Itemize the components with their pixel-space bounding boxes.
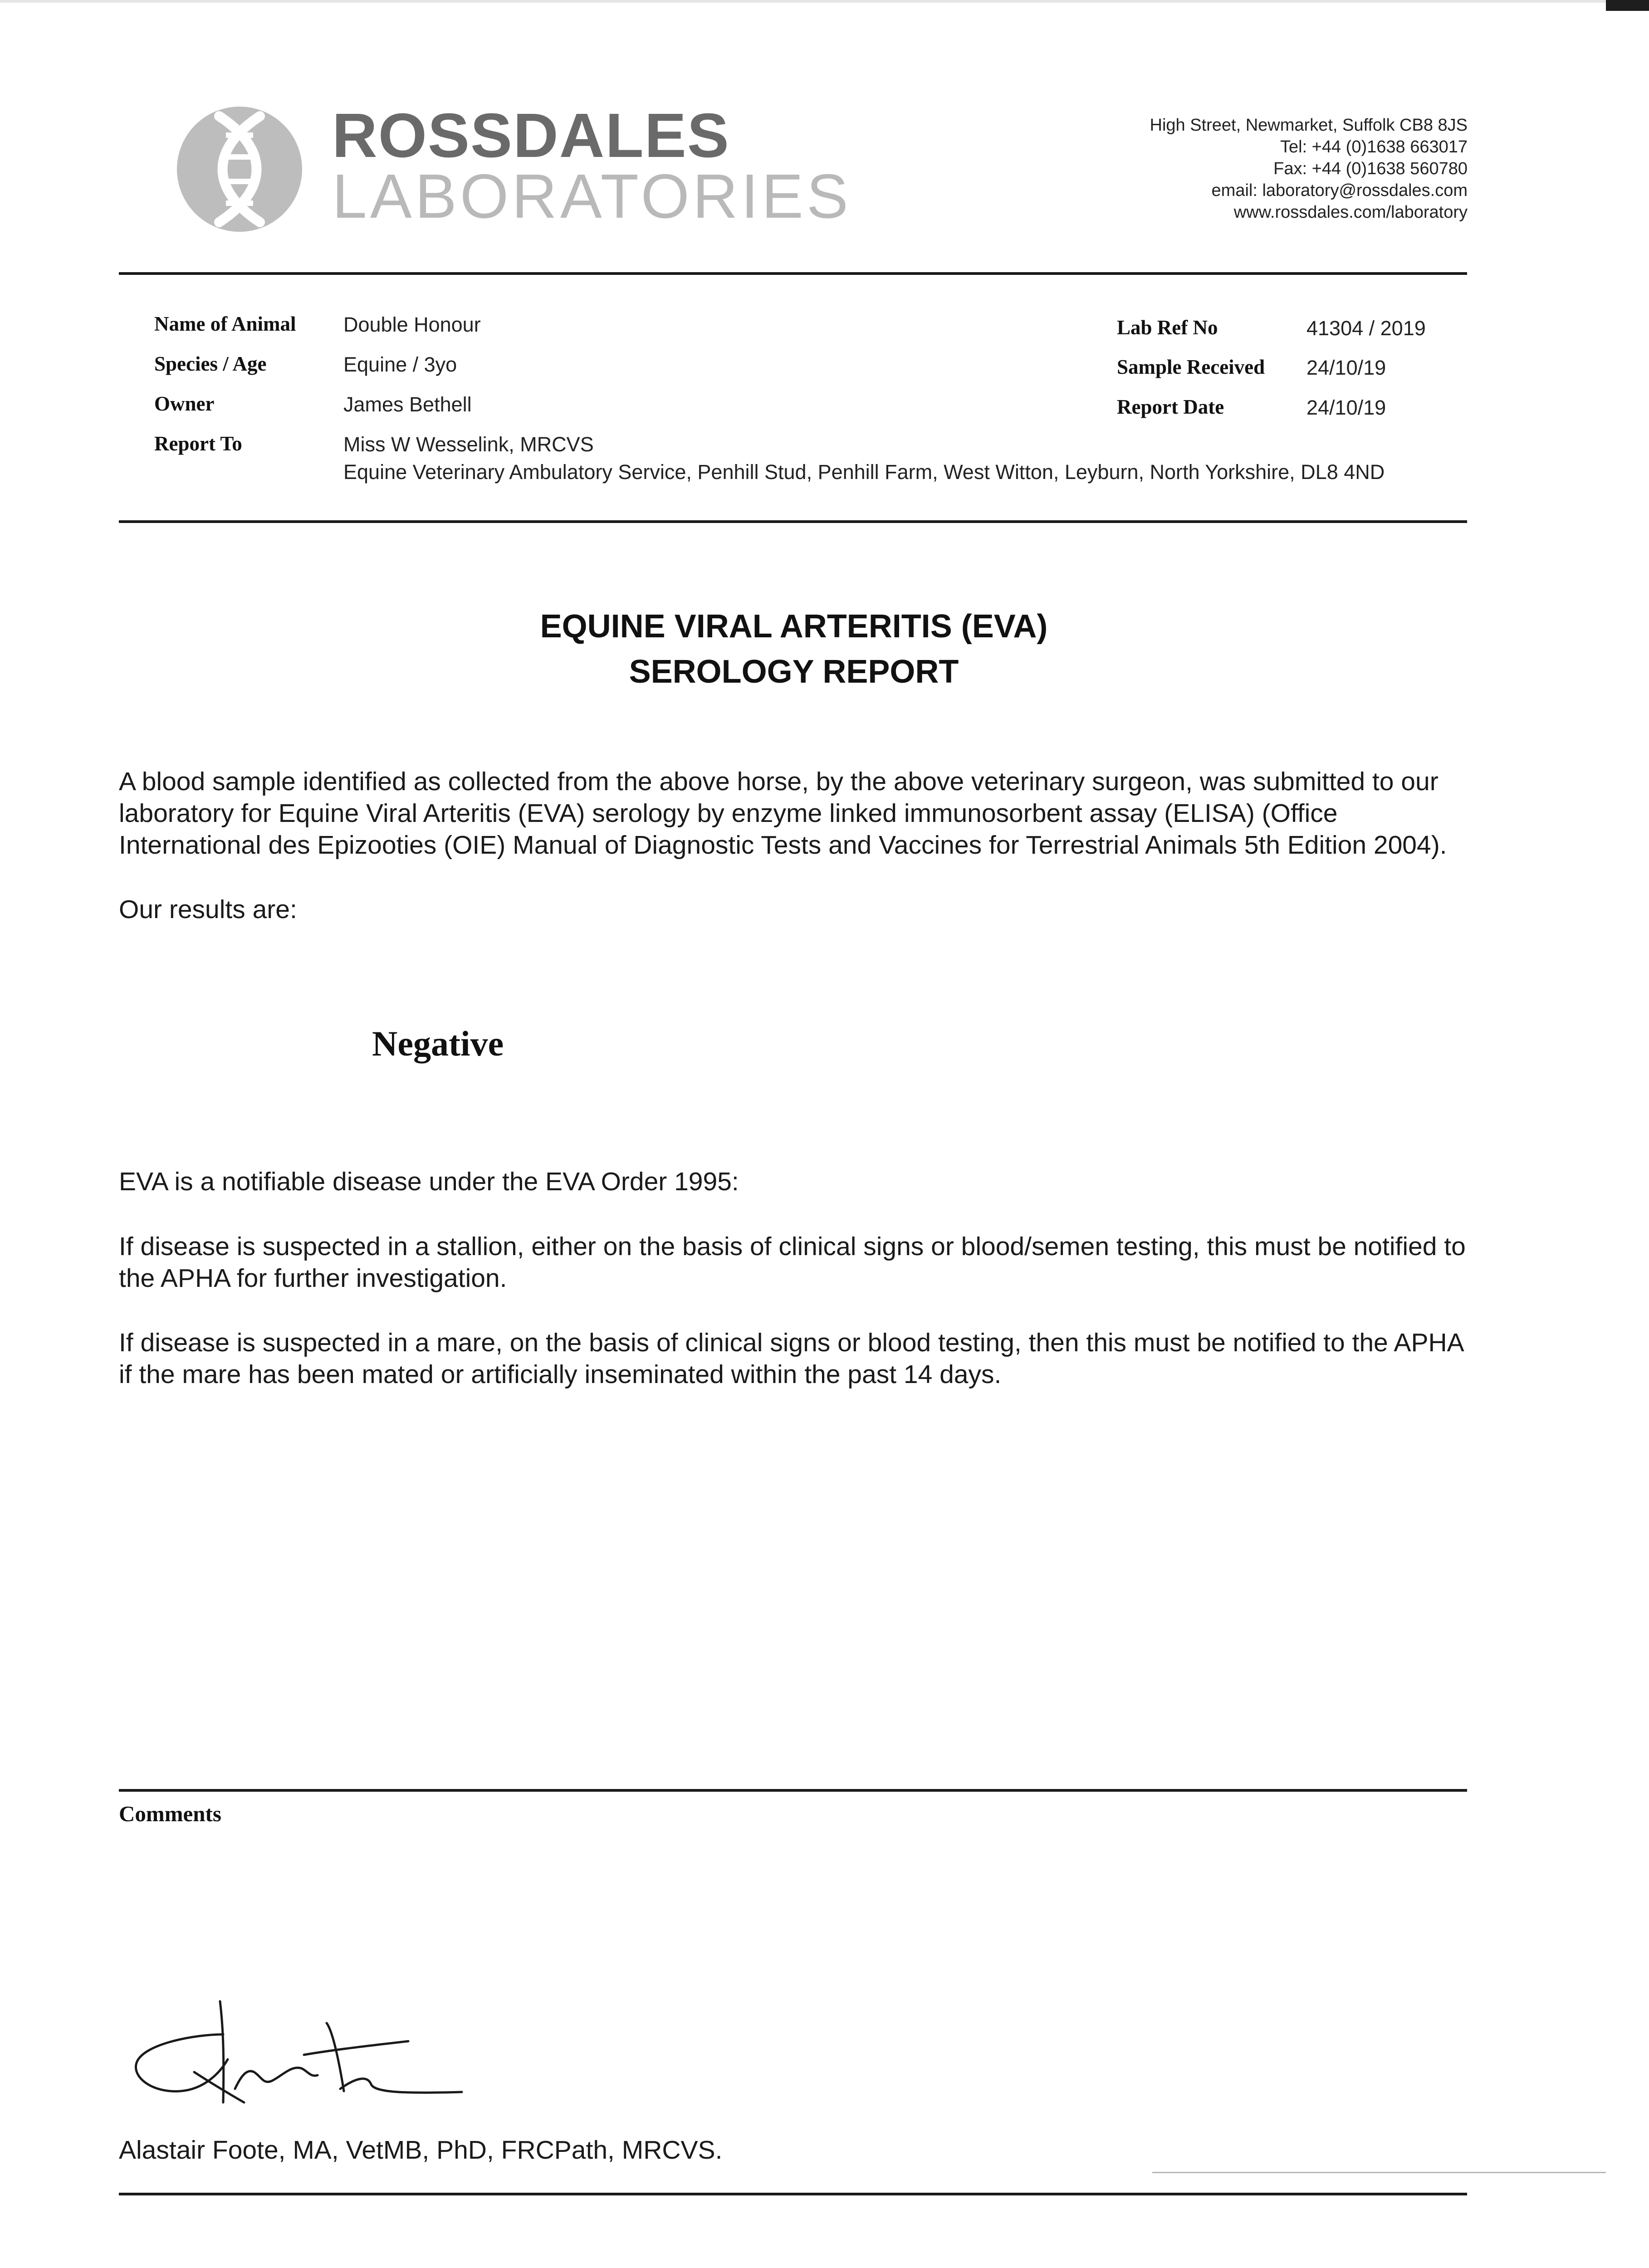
contact-fax: Fax: +44 (0)1638 560780 <box>1273 159 1468 178</box>
signature-icon <box>127 1991 472 2114</box>
name-of-animal-value: Double Honour <box>343 313 481 336</box>
scan-edge-mark <box>1606 0 1649 11</box>
species-age-label: Species / Age <box>154 352 267 375</box>
sample-received-label: Sample Received <box>1117 356 1265 378</box>
lab-ref-value: 41304 / 2019 <box>1306 317 1426 340</box>
stallion-text: If disease is suspected in a stallion, either on the basis of clinical signs or blood/semen testing, this must be notified to the APHA for further investigation. <box>119 1232 1466 1293</box>
signatory-name: Alastair Foote, MA, VetMB, PhD, FRCPath, MRCVS. <box>119 2136 723 2165</box>
header-divider <box>119 272 1467 275</box>
brand-name: ROSSDALES <box>332 101 730 171</box>
dna-logo-icon <box>171 103 308 235</box>
report-subtitle: SEROLOGY REPORT <box>629 654 959 690</box>
contact-website: www.rossdales.com/laboratory <box>1233 203 1468 222</box>
report-to-address: Equine Veterinary Ambulatory Service, Penhill Stud, Penhill Farm, West Witton, Leyburn, North Yorkshire, DL8 4ND <box>343 460 1385 484</box>
contact-block <box>1021 114 1468 223</box>
stallion-paragraph <box>119 1231 1480 1294</box>
species-age-value: Equine / 3yo <box>343 353 457 376</box>
notifiable-text: EVA is a notifiable disease under the EVA Order 1995: <box>119 1167 739 1196</box>
contact-email: email: laboratory@rossdales.com <box>1211 181 1468 200</box>
scan-edge-top <box>0 0 1649 3</box>
test-result: Negative <box>372 1024 504 1063</box>
brand-subtitle: LABORATORIES <box>332 161 851 231</box>
contact-tel: Tel: +44 (0)1638 663017 <box>1280 137 1468 156</box>
mare-paragraph <box>119 1327 1480 1390</box>
results-intro <box>119 894 1480 925</box>
report-date-label: Report Date <box>1117 396 1224 418</box>
scan-line <box>1152 2172 1606 2173</box>
report-to-name: Miss W Wesselink, MRCVS <box>343 433 594 456</box>
owner-label: Owner <box>154 392 215 415</box>
sample-received-value: 24/10/19 <box>1306 356 1386 379</box>
name-of-animal-label: Name of Animal <box>154 313 296 335</box>
report-date-value: 24/10/19 <box>1306 396 1386 419</box>
intro-text: A blood sample identified as collected from the above horse, by the above veterinary surgeon, was submitted to our laboratory for Equine Viral Arteritis (EVA) serology by enzyme linked immunosorbent assay (ELISA) (Office International des Epizooties (OIE) Manual of Diagnostic Tests and Vaccines for Terrestrial Animals 5th Edition 2004). <box>119 767 1447 860</box>
results-intro-text: Our results are: <box>119 895 297 924</box>
comments-divider <box>119 1789 1467 1792</box>
report-title: EQUINE VIRAL ARTERITIS (EVA) <box>540 608 1048 645</box>
footer-divider <box>119 2193 1467 2195</box>
lab-ref-label: Lab Ref No <box>1117 316 1218 339</box>
owner-value: James Bethell <box>343 393 472 416</box>
notifiable-paragraph <box>119 1166 1480 1198</box>
contact-address: High Street, Newmarket, Suffolk CB8 8JS <box>1150 116 1468 135</box>
report-to-label: Report To <box>154 432 242 455</box>
details-divider <box>119 520 1467 523</box>
intro-paragraph <box>119 766 1480 861</box>
comments-label: Comments <box>119 1801 221 1826</box>
mare-text: If disease is suspected in a mare, on the basis of clinical signs or blood testing, then this must be notified to the APHA if the mare has been mated or artificially inseminated within the past 14 days. <box>119 1328 1463 1389</box>
